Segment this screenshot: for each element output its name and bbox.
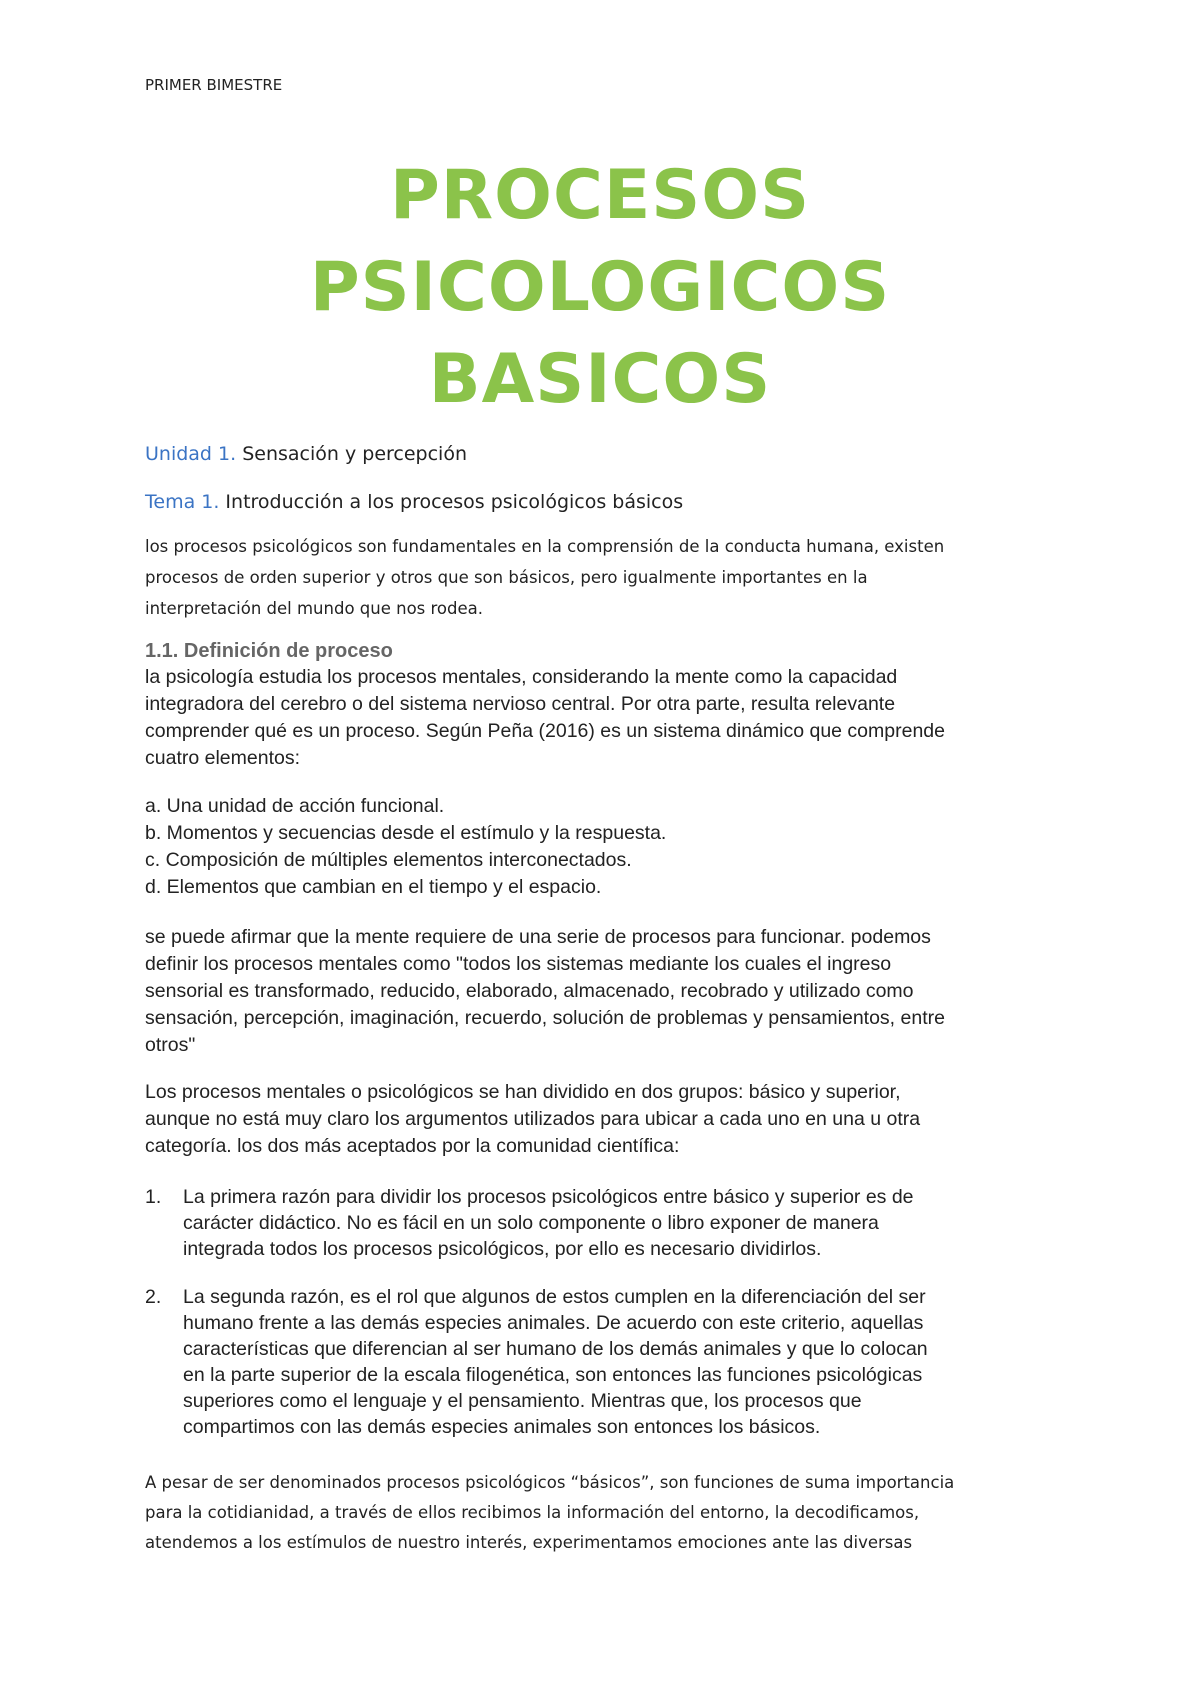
paragraph-line: A pesar de ser denominados procesos psicológicos “básicos”, son funciones de suma importancia bbox=[145, 1473, 955, 1492]
list-item: b. Momentos y secuencias desde el estímulo y la respuesta. bbox=[145, 822, 667, 844]
unit-text: Sensación y percepción bbox=[236, 443, 467, 465]
list-line: en la parte superior de la escala filogenética, son entonces las funciones psicológicas bbox=[183, 1364, 923, 1386]
paragraph-line: aunque no está muy claro los argumentos utilizados para ubicar a cada uno en una u otra bbox=[145, 1108, 921, 1130]
intro-line: procesos de orden superior y otros que son básicos, pero igualmente importantes en la bbox=[145, 568, 868, 587]
list-line: compartimos con las demás especies animales son entonces los básicos. bbox=[183, 1416, 821, 1438]
list-item: a. Una unidad de acción funcional. bbox=[145, 795, 445, 817]
title-line-3: BASICOS bbox=[428, 340, 772, 419]
paragraph-line: para la cotidianidad, a través de ellos recibimos la información del entorno, la decodificamos, bbox=[145, 1503, 920, 1522]
paragraph-line: definir los procesos mentales como "todos los sistemas mediante los cuales el ingreso bbox=[145, 953, 892, 975]
unit-prefix: Unidad 1. bbox=[145, 443, 237, 465]
list-line: La segunda razón, es el rol que algunos de estos cumplen en la diferenciación del ser bbox=[183, 1286, 926, 1308]
paragraph-line: la psicología estudia los procesos mentales, considerando la mente como la capacidad bbox=[145, 666, 898, 688]
list-line: superiores como el lenguaje y el pensamiento. Mientras que, los procesos que bbox=[183, 1390, 862, 1412]
paragraph-line: Los procesos mentales o psicológicos se han dividido en dos grupos: básico y superior, bbox=[145, 1081, 901, 1103]
list-item: c. Composición de múltiples elementos interconectados. bbox=[145, 849, 632, 871]
topic-prefix: Tema 1. bbox=[145, 491, 220, 513]
list-item: d. Elementos que cambian en el tiempo y el espacio. bbox=[145, 876, 602, 898]
list-number: 2. bbox=[145, 1286, 162, 1308]
paragraph-line: cuatro elementos: bbox=[145, 747, 301, 769]
page-header: PRIMER BIMESTRE bbox=[145, 76, 283, 94]
paragraph-line: integradora del cerebro o del sistema nervioso central. Por otra parte, resulta relevante bbox=[145, 693, 896, 715]
list-line: características que diferencian al ser humano de los demás animales y que lo colocan bbox=[183, 1338, 928, 1360]
topic-text: Introducción a los procesos psicológicos básicos bbox=[219, 491, 684, 513]
list-number: 1. bbox=[145, 1186, 162, 1208]
paragraph-line: categoría. los dos más aceptados por la comunidad científica: bbox=[145, 1135, 680, 1157]
paragraph-line: se puede afirmar que la mente requiere de una serie de procesos para funcionar. podemos bbox=[145, 926, 931, 948]
list-line: carácter didáctico. No es fácil en un solo componente o libro exponer de manera bbox=[183, 1212, 879, 1234]
list-line: humano frente a las demás especies animales. De acuerdo con este criterio, aquellas bbox=[183, 1312, 924, 1334]
list-line: integrada todos los procesos psicológicos, por ello es necesario dividirlos. bbox=[183, 1238, 822, 1260]
intro-line: los procesos psicológicos son fundamentales en la comprensión de la conducta humana, existen bbox=[145, 537, 945, 556]
paragraph-line: otros" bbox=[145, 1034, 196, 1056]
title-line-1: PROCESOS bbox=[389, 156, 811, 235]
unit-heading bbox=[145, 443, 467, 465]
paragraph-line: sensorial es transformado, reducido, elaborado, almacenado, recobrado y utilizado como bbox=[145, 980, 914, 1002]
intro-line: interpretación del mundo que nos rodea. bbox=[145, 599, 484, 618]
list-line: La primera razón para dividir los procesos psicológicos entre básico y superior es de bbox=[183, 1186, 914, 1208]
topic-heading bbox=[145, 491, 683, 513]
paragraph-line: atendemos a los estímulos de nuestro interés, experimentamos emociones ante las diversas bbox=[145, 1533, 913, 1552]
document-title bbox=[0, 150, 1200, 426]
paragraph-line: comprender qué es un proceso. Según Peña (2016) es un sistema dinámico que comprende bbox=[145, 720, 945, 742]
title-line-2: PSICOLOGICOS bbox=[309, 248, 891, 327]
paragraph-line: sensación, percepción, imaginación, recuerdo, solución de problemas y pensamientos, entre bbox=[145, 1007, 945, 1029]
section-title: 1.1. Definición de proceso bbox=[145, 640, 393, 662]
